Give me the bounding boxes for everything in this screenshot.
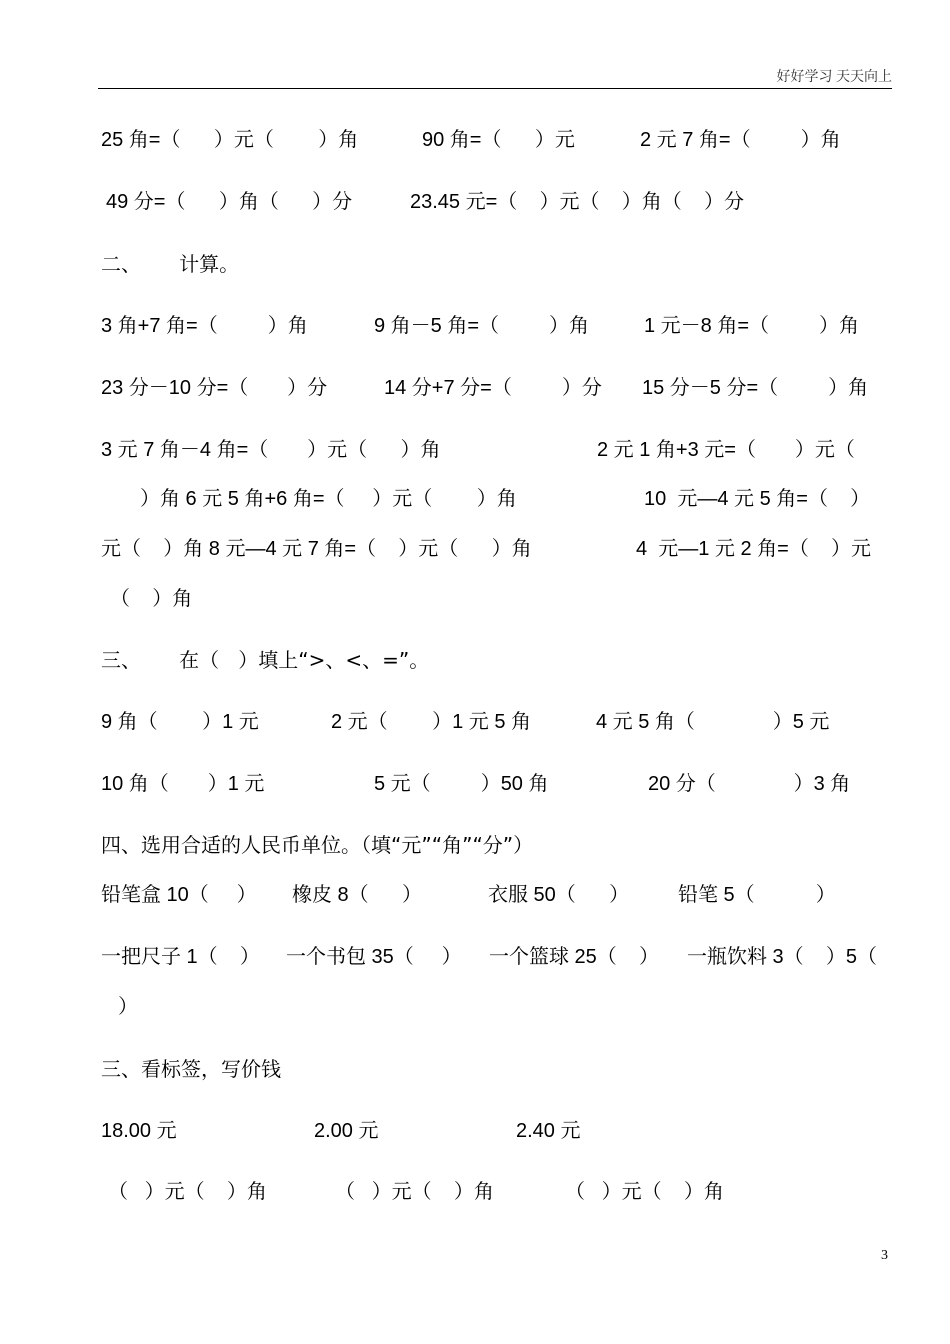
exercise-item: 衣服 50（ ） xyxy=(488,884,630,906)
section-title: 三、看标签，写价钱 xyxy=(101,1057,281,1081)
exercise-item: 20 分（ ）3 角 xyxy=(648,773,851,795)
exercise-item: 橡皮 8（ ） xyxy=(292,884,423,906)
exercise-item: 一个书包 35（ ） xyxy=(286,946,462,968)
price-label: 2.40 元 xyxy=(516,1120,581,1142)
exercise-item: 一把尺子 1（ ） xyxy=(101,946,260,968)
exercise-item: 23 分－10 分=（ ）分 xyxy=(101,377,328,399)
exercise-item: ）角 6 元 5 角+6 角=（ ）元（ ）角 xyxy=(140,488,517,510)
exercise-item: 元（ ）角 8 元—4 元 7 角=（ ）元（ ）角 xyxy=(101,538,532,560)
exercise-item: ） xyxy=(118,996,138,1018)
exercise-item: 10 元—4 元 5 角=（ ） xyxy=(644,488,871,510)
page-header-text: 好好学习 天天向上 xyxy=(776,70,892,85)
exercise-item: 49 分=（ ）角（ ）分 xyxy=(106,191,353,213)
exercise-item: 3 元 7 角－4 角=（ ）元（ ）角 xyxy=(101,439,441,461)
section-title: 二、 计算。 xyxy=(101,252,240,276)
exercise-item: 2 元（ ）1 元 5 角 xyxy=(331,711,532,733)
exercise-item: 14 分+7 分=（ ）分 xyxy=(384,377,602,399)
exercise-item: （ ）角 xyxy=(110,588,193,610)
section-title: 三、 在（ ）填上“>、<、=”。 xyxy=(101,648,430,672)
price-blank: （ ）元（ ）角 xyxy=(565,1181,724,1203)
exercise-item: 4 元—1 元 2 角=（ ）元 xyxy=(636,538,872,560)
price-label: 18.00 元 xyxy=(101,1120,177,1142)
price-label: 2.00 元 xyxy=(314,1120,379,1142)
exercise-item: 2 元 7 角=（ ）角 xyxy=(640,129,841,151)
exercise-item: 一瓶饮料 3（ ）5（ xyxy=(687,946,878,968)
price-blank: （ ）元（ ）角 xyxy=(335,1181,494,1203)
exercise-item: 4 元 5 角（ ）5 元 xyxy=(596,711,830,733)
exercise-item: 90 角=（ ）元 xyxy=(422,129,575,151)
exercise-item: 2 元 1 角+3 元=（ ）元（ xyxy=(597,439,855,461)
exercise-item: 10 角（ ）1 元 xyxy=(101,773,265,795)
exercise-item: 23.45 元=（ ）元（ ）角（ ）分 xyxy=(410,191,744,213)
exercise-item: 一个篮球 25（ ） xyxy=(489,946,660,968)
exercise-item: 1 元－8 角=（ ）角 xyxy=(644,315,860,337)
exercise-item: 15 分－5 分=（ ）角 xyxy=(642,377,869,399)
section-title: 四、选用合适的人民币单位。（填“元”“角”“分”） xyxy=(101,833,534,857)
exercise-item: 3 角+7 角=（ ）角 xyxy=(101,315,308,337)
price-blank: （ ）元（ ）角 xyxy=(108,1181,267,1203)
exercise-item: 9 角－5 角=（ ）角 xyxy=(374,315,590,337)
exercise-item: 5 元（ ）50 角 xyxy=(374,773,549,795)
exercise-item: 铅笔盒 10（ ） xyxy=(101,884,257,906)
exercise-item: 9 角（ ）1 元 xyxy=(101,711,259,733)
exercise-item: 铅笔 5（ ） xyxy=(678,884,836,906)
page-number: 3 xyxy=(881,1248,888,1263)
exercise-item: 25 角=（ ）元（ ）角 xyxy=(101,129,359,151)
header-divider xyxy=(98,88,892,89)
